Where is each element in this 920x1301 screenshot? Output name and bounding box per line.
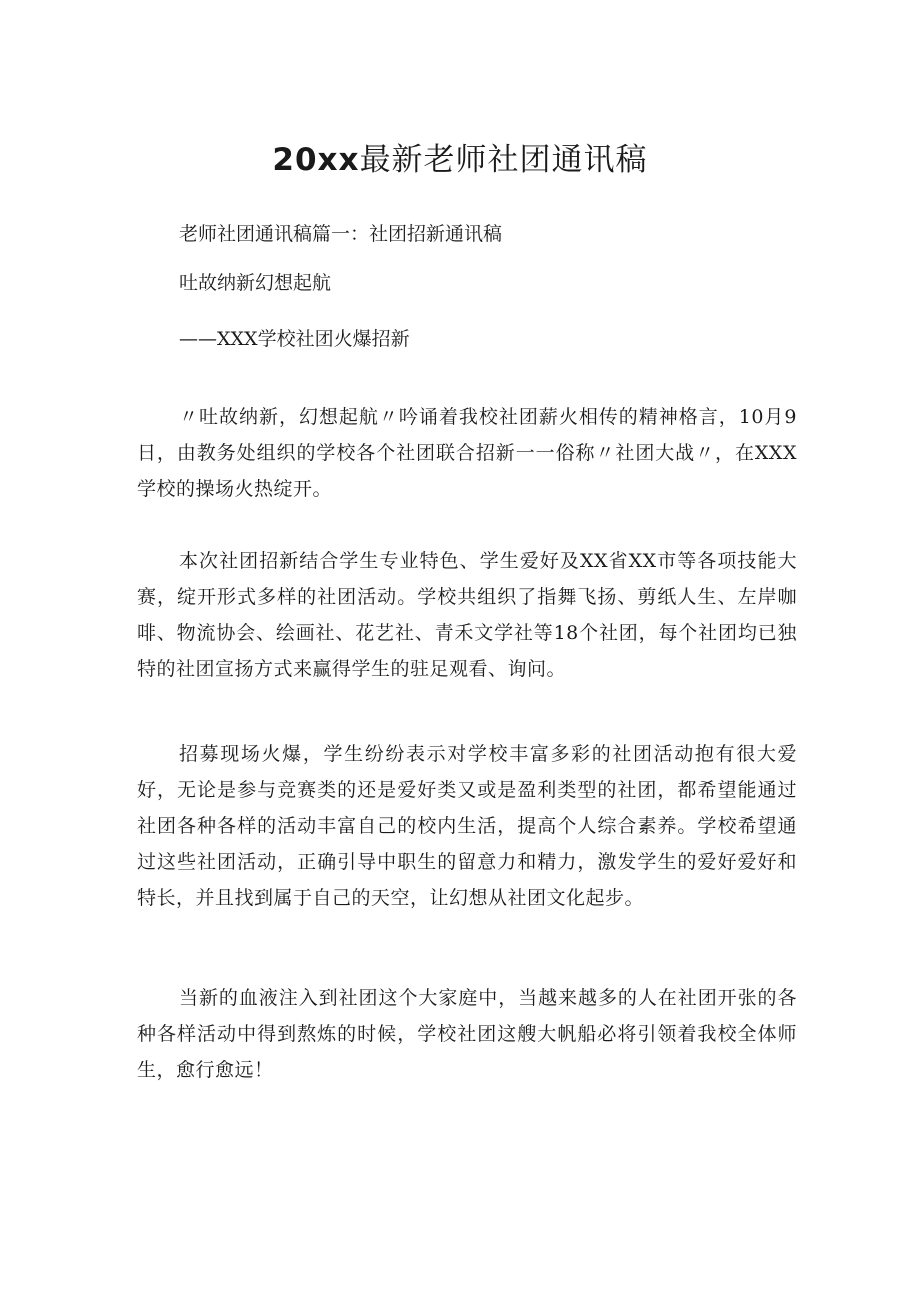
body-paragraph: 当新的血液注入到社团这个大家庭中，当越来越多的人在社团开张的各种各样活动中得到熬炼的时候，学校社团这艘大帆船必将引领着我校全体师生，愈行愈远！ <box>137 987 797 1081</box>
article-subheadline: ——XXX学校社团火爆招新 <box>179 328 410 350</box>
chapter-heading: 老师社团通讯稿篇一：社团招新通讯稿 <box>179 223 503 245</box>
body-paragraph: 本次社团招新结合学生专业特色、学生爱好及XX省XX市等各项技能大赛，绽开形式多样的社团活动。学校共组织了指舞飞扬、剪纸人生、左岸咖啡、物流协会、绘画社、花艺社、青禾文学社等18个社团，每个社团均已独特的社团宣扬方式来赢得学生的驻足观看、询问。 <box>137 550 797 680</box>
body-paragraph: 〃吐故纳新，幻想起航〃吟诵着我校社团薪火相传的精神格言，10月9日，由教务处组织的学校各个社团联合招新一一俗称〃社团大战〃，在XXX学校的操场火热绽开。 <box>137 406 797 500</box>
article-headline: 吐故纳新幻想起航 <box>179 272 332 294</box>
title-year: 20xx <box>272 142 360 178</box>
title-text: 最新老师社团通讯稿 <box>359 142 648 178</box>
document-title <box>0 138 920 182</box>
body-paragraph: 招募现场火爆，学生纷纷表示对学校丰富多彩的社团活动抱有很大爱好，无论是参与竞赛类的还是爱好类又或是盈利类型的社团，都希望能通过社团各种各样的活动丰富自己的校内生活，提高个人综合素养。学校希望通过这些社团活动，正确引导中职生的留意力和精力，激发学生的爱好爱好和特长，并且找到属于自己的天空，让幻想从社团文化起步。 <box>137 743 797 909</box>
